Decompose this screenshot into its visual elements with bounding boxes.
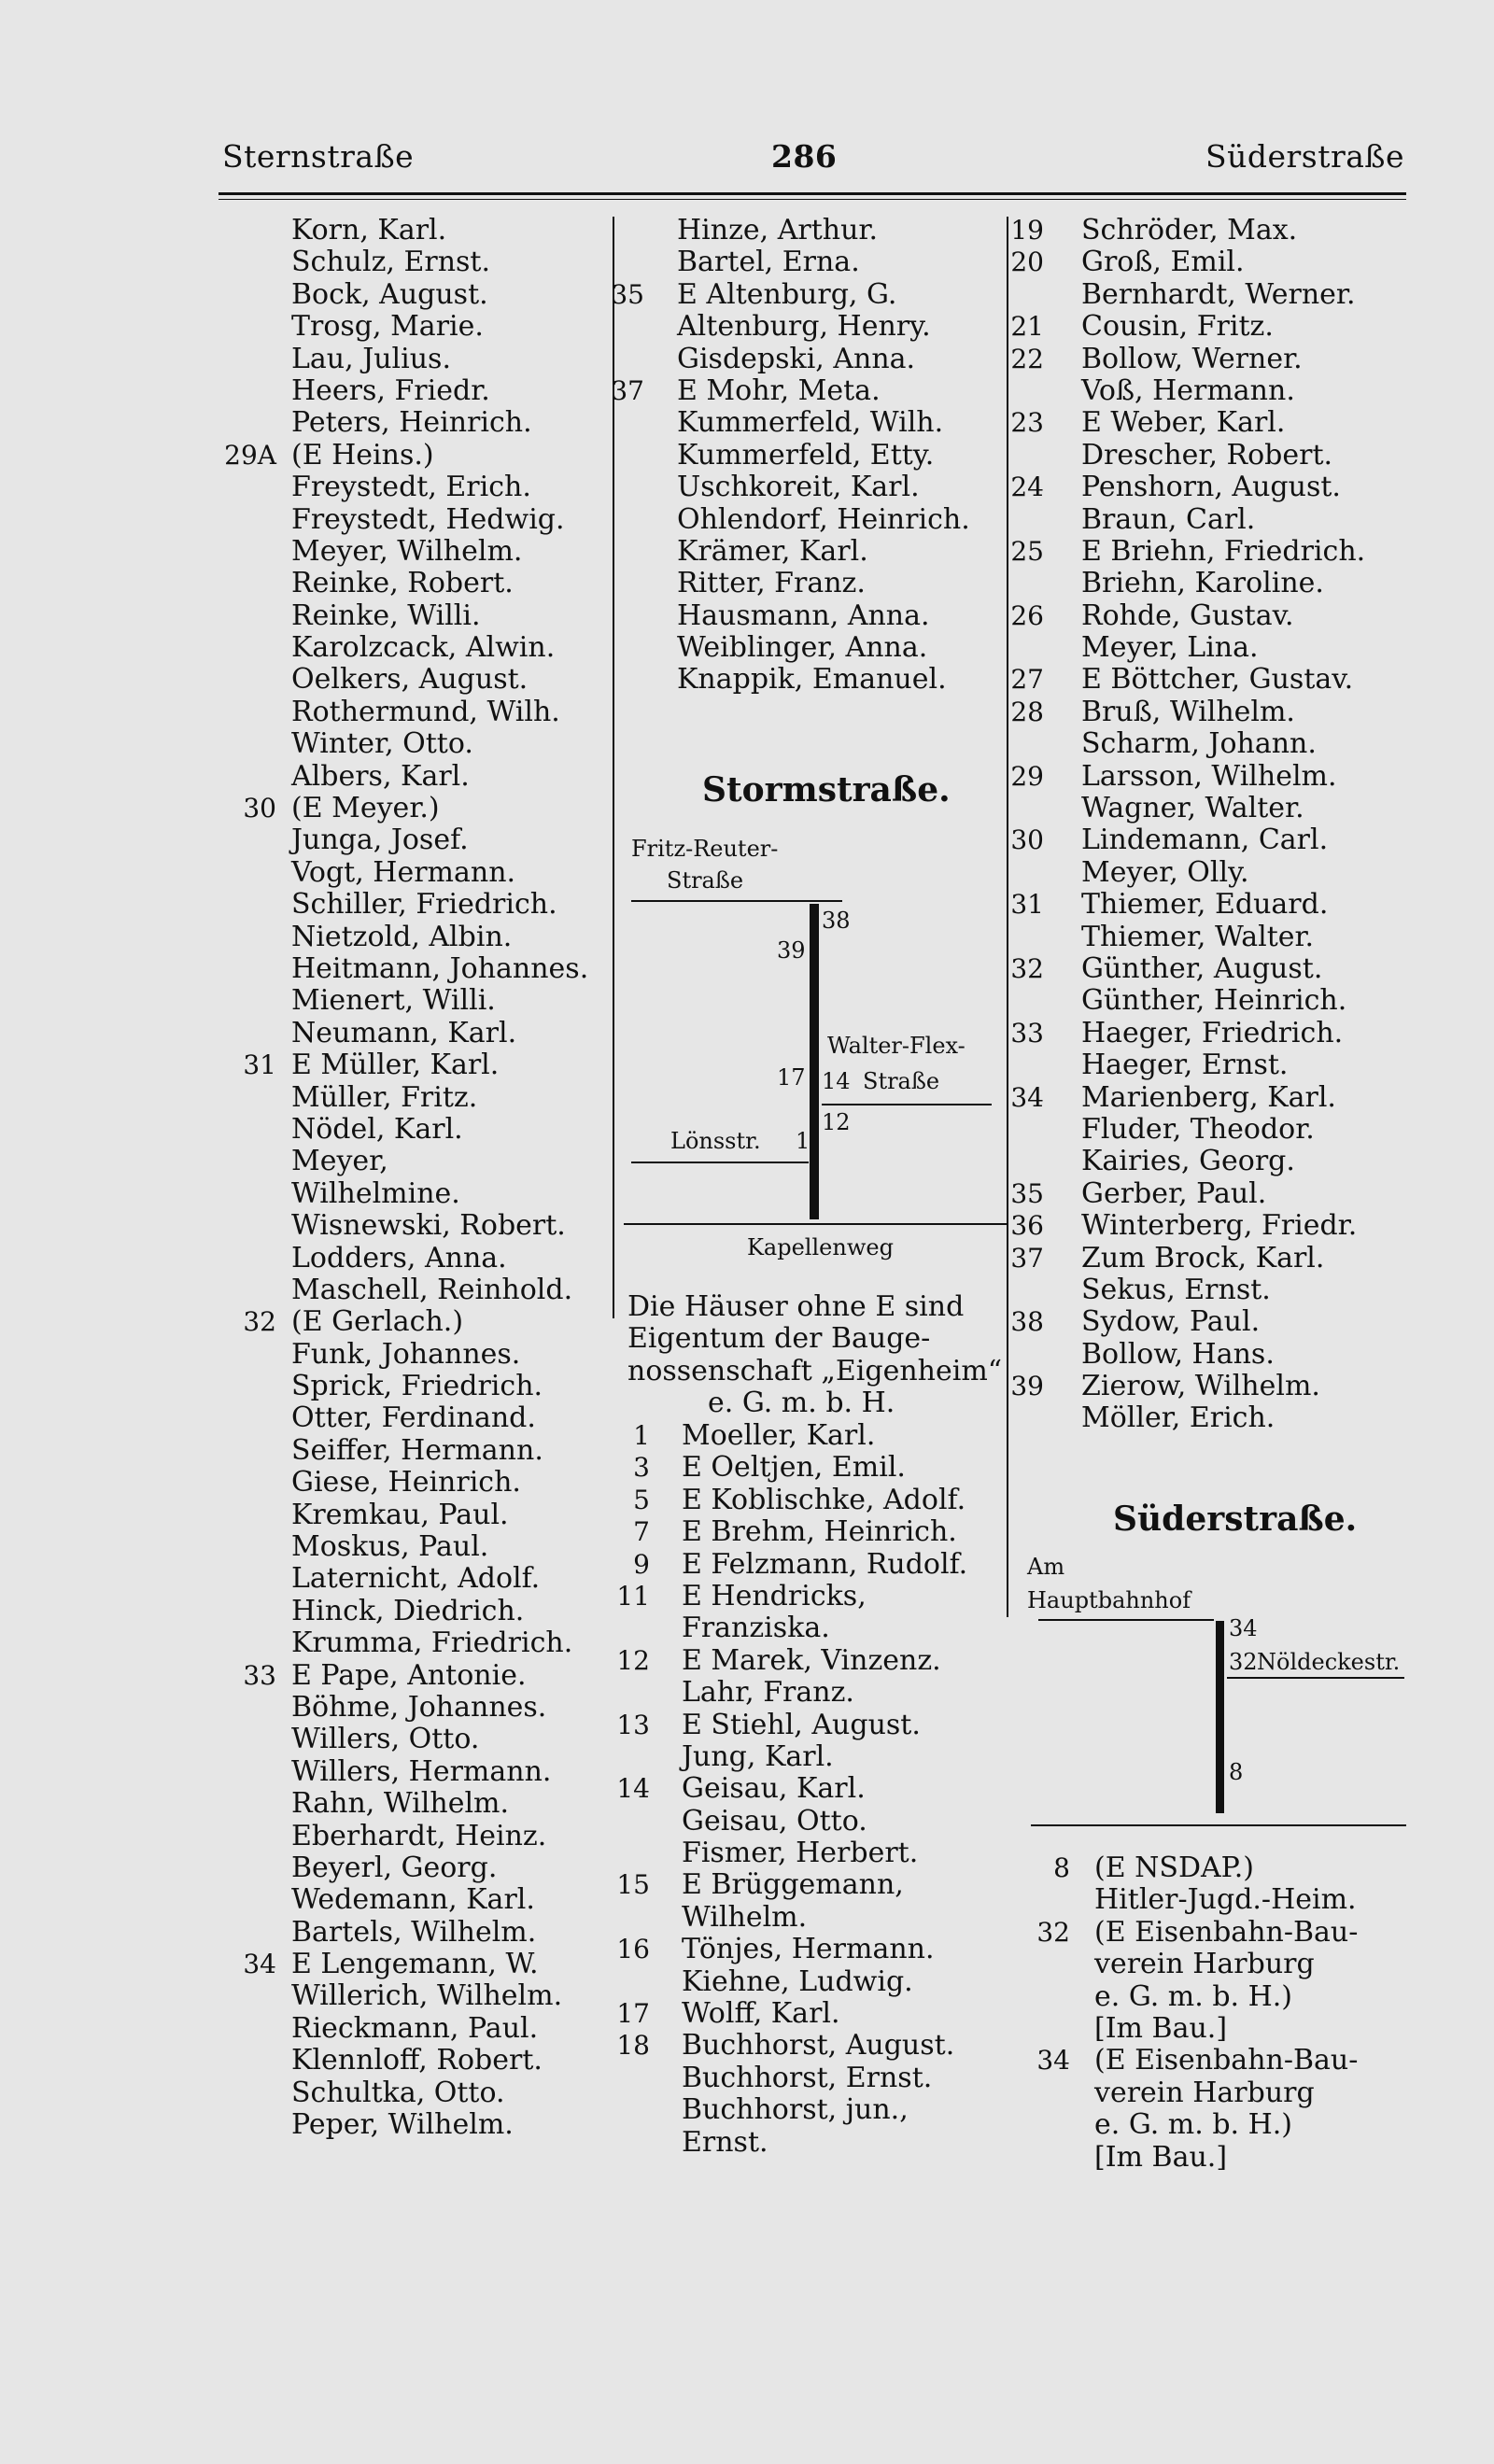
house-number: 14 [616, 1773, 650, 1805]
header-rule-thick [218, 192, 1406, 195]
map-line-bottom-sueder [1031, 1824, 1406, 1826]
resident-name: Wedemann, Karl. [291, 1883, 535, 1917]
resident-name: Zierow, Wilhelm. [1081, 1370, 1320, 1403]
house-number: 9 [633, 1548, 650, 1580]
resident-name: Günther, Heinrich. [1081, 984, 1347, 1018]
resident-name: Thiemer, Walter. [1081, 920, 1315, 953]
resident-name: E Felzmann, Rudolf. [682, 1547, 968, 1581]
house-number: 35 [611, 278, 644, 310]
resident-name: Marienberg, Karl. [1081, 1080, 1336, 1114]
list-item [0, 1852, 1494, 1884]
house-number: 7 [633, 1516, 650, 1548]
resident-name: Rieckmann, Paul. [291, 2011, 539, 2045]
resident-name: Penshorn, August. [1081, 471, 1341, 504]
section-title-stormstrasse: Stormstraße. [702, 770, 951, 810]
house-number: 25 [1010, 535, 1044, 567]
list-item [0, 1949, 1494, 1980]
column-3-bottom [0, 1852, 1494, 2174]
list-item [0, 440, 1494, 472]
resident-name: (E Meyer.) [291, 792, 440, 825]
house-number: 13 [616, 1709, 650, 1740]
map-label-am: Am [1027, 1554, 1065, 1580]
list-item [0, 1645, 1007, 1677]
house-number: 32 [1036, 1916, 1070, 1948]
map-label-noeldeckestr: Nöldeckestr. [1257, 1649, 1401, 1675]
list-item [0, 1581, 1007, 1612]
list-item [0, 857, 1494, 889]
list-item [0, 1884, 1494, 1916]
resident-name: Kairies, Georg. [1081, 1145, 1295, 1178]
list-item [0, 2045, 1494, 2077]
resident-name: Willers, Otto. [291, 1723, 480, 1756]
resident-name: Bollow, Hans. [1081, 1337, 1275, 1371]
resident-name: Ritter, Franz. [677, 567, 866, 600]
resident-name: Larsson, Wilhelm. [1081, 759, 1337, 793]
list-item [0, 536, 1494, 568]
map-sueder-street [1216, 1621, 1224, 1813]
resident-name: Willerich, Wilhelm. [291, 1979, 563, 2013]
resident-name: (E Gerlach.) [291, 1305, 464, 1339]
map-num-1: 1 [796, 1128, 810, 1154]
resident-name: Funk, Johannes. [291, 1337, 521, 1371]
map-label-hauptbahnhof: Hauptbahnhof [1027, 1587, 1191, 1613]
house-number: 35 [1010, 1177, 1044, 1209]
resident-name: Gerber, Paul. [1081, 1176, 1267, 1210]
resident-name: E Lengemann, W. [291, 1948, 539, 1981]
list-item [0, 472, 1494, 503]
resident-name: Geisau, Karl. [682, 1772, 866, 1806]
resident-name: Junga, Josef. [291, 824, 469, 857]
header-rule-thin [218, 199, 1406, 200]
map-num-17: 17 [777, 1064, 806, 1091]
list-item [0, 600, 1494, 632]
resident-name: E Weber, Karl. [1081, 406, 1286, 440]
house-number: 11 [616, 1580, 650, 1612]
resident-name: E Oeltjen, Emil. [682, 1451, 906, 1485]
house-number: 22 [1010, 343, 1044, 374]
resident-name: Sydow, Paul. [1081, 1305, 1261, 1339]
house-number: 33 [243, 1659, 276, 1691]
resident-name: (E Eisenbahn-Bau- [1094, 2044, 1359, 2077]
list-item [0, 407, 1494, 439]
list-item [0, 793, 1494, 824]
resident-name: Kummerfeld, Etty. [677, 438, 935, 472]
map-label-fritz-reuter-b: Straße [667, 867, 744, 894]
resident-name: Hausmann, Anna. [677, 598, 930, 632]
resident-name: Briehn, Karoline. [1081, 567, 1324, 600]
resident-name: Otter, Ferdinand. [291, 1401, 536, 1435]
resident-name: Peters, Heinrich. [291, 406, 532, 440]
house-number: 34 [1010, 1081, 1044, 1113]
list-item [0, 311, 1494, 343]
house-number: 29 [1010, 760, 1044, 792]
notice-line: e. G. m. b. H. [708, 1387, 895, 1420]
resident-name: Thiemer, Eduard. [1081, 888, 1329, 922]
house-number: 37 [1010, 1242, 1044, 1274]
resident-name: Drescher, Robert. [1081, 438, 1333, 472]
map-label-kapellenweg: Kapellenweg [747, 1234, 894, 1260]
resident-name: verein Harburg [1094, 1948, 1315, 1981]
resident-name: Uschkoreit, Karl. [677, 471, 920, 504]
resident-name: Voß, Hermann. [1081, 373, 1295, 407]
list-item [0, 568, 1494, 599]
resident-name: Vogt, Hermann. [291, 855, 516, 889]
house-number: 34 [243, 1949, 276, 1980]
notice-line: Die Häuser ohne E sind [627, 1290, 965, 1323]
resident-name: Rothermund, Wilh. [291, 695, 560, 728]
resident-name: (E Heins.) [291, 438, 434, 472]
house-number: 8 [1053, 1852, 1070, 1883]
resident-name: Meyer, [291, 1145, 388, 1178]
map-num-32: 32 [1229, 1649, 1258, 1675]
resident-name: Weiblinger, Anna. [677, 631, 928, 665]
list-item [0, 1981, 1494, 2013]
resident-name: Oelkers, August. [291, 663, 529, 697]
house-number: 19 [1010, 215, 1044, 246]
list-item [0, 1516, 1007, 1548]
list-item [0, 1806, 1007, 1837]
resident-name: Kummerfeld, Wilh. [677, 406, 944, 440]
resident-name: Rohde, Gustav. [1081, 598, 1294, 632]
list-item [0, 504, 1494, 536]
list-item [0, 215, 1494, 246]
resident-name: Trosg, Marie. [291, 310, 484, 344]
resident-name: Meyer, Wilhelm. [291, 534, 523, 568]
resident-name: Schröder, Max. [1081, 214, 1298, 246]
resident-name: Schiller, Friedrich. [291, 888, 557, 922]
resident-name: Hinck, Diedrich. [291, 1594, 525, 1627]
resident-name: Moeller, Karl. [682, 1419, 876, 1452]
resident-name: Fismer, Herbert. [682, 1837, 919, 1870]
list-item [0, 1917, 1494, 1949]
map-num-34: 34 [1229, 1615, 1258, 1641]
notice-line: nossenschaft „Eigenheim“ [627, 1354, 1003, 1387]
resident-name: Haeger, Friedrich. [1081, 1016, 1344, 1049]
resident-name: Wilhelmine. [291, 1176, 460, 1210]
list-item [0, 1452, 1007, 1484]
house-number: 27 [1010, 664, 1044, 696]
resident-name: (E Eisenbahn-Bau- [1094, 1915, 1359, 1949]
resident-name: Schultka, Otto. [291, 2076, 505, 2109]
list-item [0, 1243, 1494, 1274]
house-number: 3 [633, 1452, 650, 1484]
list-item [0, 1402, 1494, 1434]
resident-name: Müller, Fritz. [291, 1080, 478, 1114]
house-number: 23 [1010, 407, 1044, 439]
resident-name: Schulz, Ernst. [291, 246, 491, 279]
resident-name: Reinke, Robert. [291, 567, 514, 600]
resident-name: E Böttcher, Gustav. [1081, 663, 1354, 697]
list-item [0, 375, 1494, 407]
house-number: 20 [1010, 246, 1044, 278]
resident-name: Gisdepski, Anna. [677, 342, 916, 375]
list-item [0, 1773, 1007, 1805]
map-label-walter-flex-b: Straße [863, 1068, 940, 1094]
resident-name: Winter, Otto. [291, 727, 473, 761]
house-number: 21 [1010, 311, 1044, 343]
list-item [0, 632, 1494, 664]
running-head-left: Sternstraße [222, 138, 415, 175]
list-item [0, 1710, 1007, 1741]
house-number: 1 [633, 1420, 650, 1451]
resident-name: E Brüggemann, [682, 1868, 904, 1902]
resident-name: Bruß, Wilhelm. [1081, 695, 1295, 728]
resident-name: Geisau, Otto. [682, 1804, 867, 1837]
list-item [0, 1306, 1494, 1338]
resident-name: Knappik, Emanuel. [677, 663, 947, 697]
house-number: 30 [1010, 824, 1044, 856]
house-number: 28 [1010, 696, 1044, 727]
house-number: 36 [1010, 1210, 1044, 1242]
resident-name: Cousin, Fritz. [1081, 310, 1274, 344]
resident-name: Wilhelm. [682, 1900, 808, 1934]
section-title-suederstrasse: Süderstraße. [1113, 1500, 1358, 1539]
resident-name: E Hendricks, [682, 1579, 867, 1612]
list-item [0, 985, 1494, 1017]
resident-name: Günther, August. [1081, 951, 1323, 985]
list-item [0, 1371, 1494, 1402]
house-number: 32 [1010, 952, 1044, 984]
resident-name: Meyer, Lina. [1081, 631, 1259, 665]
list-item [0, 889, 1494, 921]
resident-name: Peper, Wilhelm. [291, 2108, 514, 2142]
house-number: 29A [224, 439, 276, 471]
list-item [0, 2109, 1494, 2141]
resident-name: Ernst. [682, 2125, 768, 2159]
resident-name: Tönjes, Hermann. [682, 1933, 935, 1966]
list-item [0, 922, 1494, 953]
house-number: 16 [616, 1934, 650, 1965]
list-item [0, 1612, 1007, 1644]
resident-name: Wagner, Walter. [1081, 792, 1304, 825]
resident-name: Reinke, Willi. [291, 598, 481, 632]
list-item [0, 246, 1494, 278]
resident-name: Hinze, Arthur. [677, 214, 878, 246]
house-number: 18 [616, 2030, 650, 2062]
list-item [0, 1741, 1007, 1773]
resident-name: Karolzcack, Alwin. [291, 631, 556, 665]
resident-name: Buchhorst, Ernst. [682, 2061, 933, 2094]
resident-name: Freystedt, Hedwig. [291, 502, 565, 536]
map-label-fritz-reuter-a: Fritz-Reuter- [631, 836, 779, 862]
house-number: 33 [1010, 1017, 1044, 1049]
resident-name: Maschell, Reinhold. [291, 1273, 573, 1306]
map-label-walter-flex-a: Walter-Flex- [827, 1033, 965, 1059]
resident-name: E Briehn, Friedrich. [1081, 534, 1366, 568]
resident-name: Klennloff, Robert. [291, 2044, 543, 2077]
resident-name: Winterberg, Friedr. [1081, 1209, 1358, 1243]
list-item [0, 1210, 1494, 1242]
running-head-right: Süderstraße [1205, 138, 1404, 175]
resident-name: Groß, Emil. [1081, 246, 1245, 279]
list-item [0, 1178, 1494, 1210]
list-item [0, 1114, 1494, 1146]
resident-name: Bartel, Erna. [677, 246, 860, 279]
resident-name: Neumann, Karl. [291, 1016, 517, 1049]
resident-name: Bernhardt, Werner. [1081, 277, 1356, 311]
resident-name: Albers, Karl. [291, 759, 470, 793]
map-num-12: 12 [822, 1109, 851, 1135]
resident-name: Eberhardt, Heinz. [291, 1819, 547, 1852]
resident-name: E Altenburg, G. [677, 277, 897, 311]
resident-name: (E NSDAP.) [1094, 1852, 1255, 1884]
resident-name: Willers, Hermann. [291, 1754, 552, 1788]
house-number: 39 [1010, 1371, 1044, 1402]
list-item [0, 2013, 1494, 2045]
resident-name: Möller, Erich. [1081, 1401, 1276, 1435]
house-number: 34 [1036, 2045, 1070, 2077]
resident-name: Freystedt, Erich. [291, 471, 531, 504]
resident-name: Krämer, Karl. [677, 534, 868, 568]
resident-name: Seiffer, Hermann. [291, 1433, 543, 1467]
resident-name: Bollow, Werner. [1081, 342, 1303, 375]
list-item [0, 279, 1494, 311]
resident-name: Buchhorst, jun., [682, 2093, 909, 2127]
map-num-38: 38 [822, 908, 851, 934]
resident-name: Rahn, Wilhelm. [291, 1787, 510, 1821]
resident-name: Böhme, Johannes. [291, 1690, 547, 1724]
list-item [0, 1274, 1494, 1306]
resident-name: Nietzold, Albin. [291, 920, 513, 953]
list-item [0, 824, 1494, 856]
resident-name: Giese, Heinrich. [291, 1466, 521, 1500]
map-label-loensstr: Lönsstr. [670, 1128, 761, 1154]
map-num-14: 14 [822, 1068, 851, 1094]
resident-name: E Stiehl, August. [682, 1708, 921, 1741]
list-item [0, 1677, 1007, 1709]
resident-name: Sprick, Friedrich. [291, 1370, 543, 1403]
list-item [0, 697, 1494, 728]
house-number: 37 [611, 374, 644, 406]
resident-name: Hitler-Jugd.-Heim. [1094, 1883, 1357, 1917]
resident-name: Laternicht, Adolf. [291, 1562, 541, 1596]
map-num-39: 39 [777, 937, 806, 964]
resident-name: [Im Bau.] [1094, 2140, 1228, 2174]
resident-name: Altenburg, Henry. [677, 310, 931, 344]
resident-name: E Mohr, Meta. [677, 373, 881, 407]
house-number: 24 [1010, 472, 1044, 503]
resident-name: Heitmann, Johannes. [291, 951, 589, 985]
resident-name: Wisnewski, Robert. [291, 1209, 566, 1243]
resident-name: E Pape, Antonie. [291, 1658, 527, 1692]
resident-name: e. G. m. b. H.) [1094, 2108, 1292, 2142]
page-number: 286 [771, 138, 838, 175]
resident-name: Nödel, Karl. [291, 1112, 463, 1146]
resident-name: Mienert, Willi. [291, 984, 496, 1018]
resident-name: Lodders, Anna. [291, 1241, 507, 1274]
house-number: 32 [243, 1306, 276, 1338]
resident-name: e. G. m. b. H.) [1094, 1979, 1292, 2013]
list-item [0, 664, 1494, 696]
house-number: 26 [1010, 599, 1044, 631]
list-item [0, 2142, 1494, 2174]
resident-name: Moskus, Paul. [291, 1530, 489, 1564]
resident-name: Wolff, Karl. [682, 1997, 840, 2031]
house-number: 15 [616, 1869, 650, 1901]
list-item [0, 1146, 1494, 1177]
house-number: 38 [1010, 1306, 1044, 1338]
resident-name: Scharm, Johann. [1081, 727, 1317, 761]
resident-name: Jung, Karl. [682, 1739, 834, 1773]
list-item [0, 1549, 1007, 1581]
resident-name: Buchhorst, August. [682, 2029, 955, 2063]
list-item [0, 344, 1494, 375]
resident-name: Bock, August. [291, 277, 488, 311]
resident-name: [Im Bau.] [1094, 2011, 1228, 2045]
house-number: 31 [1010, 889, 1044, 921]
list-item [0, 761, 1494, 793]
resident-name: E Müller, Karl. [291, 1049, 500, 1082]
resident-name: Franziska. [682, 1612, 830, 1645]
list-item [0, 2077, 1494, 2109]
resident-name: Lindemann, Carl. [1081, 824, 1329, 857]
list-item [0, 728, 1494, 760]
column-3 [0, 215, 1494, 1435]
resident-name: E Koblischke, Adolf. [682, 1483, 966, 1516]
resident-name: Heers, Friedr. [291, 373, 490, 407]
house-number: 5 [633, 1484, 650, 1515]
resident-name: Kremkau, Paul. [291, 1498, 509, 1531]
notice-line: Eigentum der Bauge- [627, 1322, 931, 1356]
resident-name: Meyer, Olly. [1081, 855, 1249, 889]
list-item [0, 1485, 1007, 1516]
resident-name: Zum Brock, Karl. [1081, 1241, 1325, 1274]
map-line-hauptbahnhof [1038, 1619, 1214, 1621]
house-number: 12 [616, 1644, 650, 1676]
resident-name: Lau, Julius. [291, 342, 451, 375]
map-num-8: 8 [1229, 1759, 1244, 1785]
resident-name: E Marek, Vinzenz. [682, 1643, 941, 1677]
resident-name: Bartels, Wilhelm. [291, 1915, 537, 1949]
list-item [0, 1082, 1494, 1114]
resident-name: Sekus, Ernst. [1081, 1273, 1271, 1306]
house-number: 30 [243, 793, 276, 824]
resident-name: Beyerl, Georg. [291, 1851, 498, 1884]
list-item [0, 1018, 1494, 1049]
resident-name: Fluder, Theodor. [1081, 1112, 1315, 1146]
resident-name: Haeger, Ernst. [1081, 1049, 1289, 1082]
resident-name: Braun, Carl. [1081, 502, 1256, 536]
resident-name: Krumma, Friedrich. [291, 1626, 573, 1660]
resident-name: Kiehne, Ludwig. [682, 1964, 913, 1998]
resident-name: verein Harburg [1094, 2076, 1315, 2109]
resident-name: Ohlendorf, Heinrich. [677, 502, 970, 536]
list-item [0, 1049, 1494, 1081]
resident-name: Korn, Karl. [291, 214, 447, 246]
house-number: 17 [616, 1998, 650, 2030]
map-line-noeldecke [1227, 1677, 1404, 1679]
resident-name: Lahr, Franz. [682, 1676, 854, 1710]
resident-name: E Brehm, Heinrich. [682, 1515, 957, 1549]
list-item [0, 1339, 1494, 1371]
list-item [0, 953, 1494, 985]
house-number: 31 [243, 1049, 276, 1081]
